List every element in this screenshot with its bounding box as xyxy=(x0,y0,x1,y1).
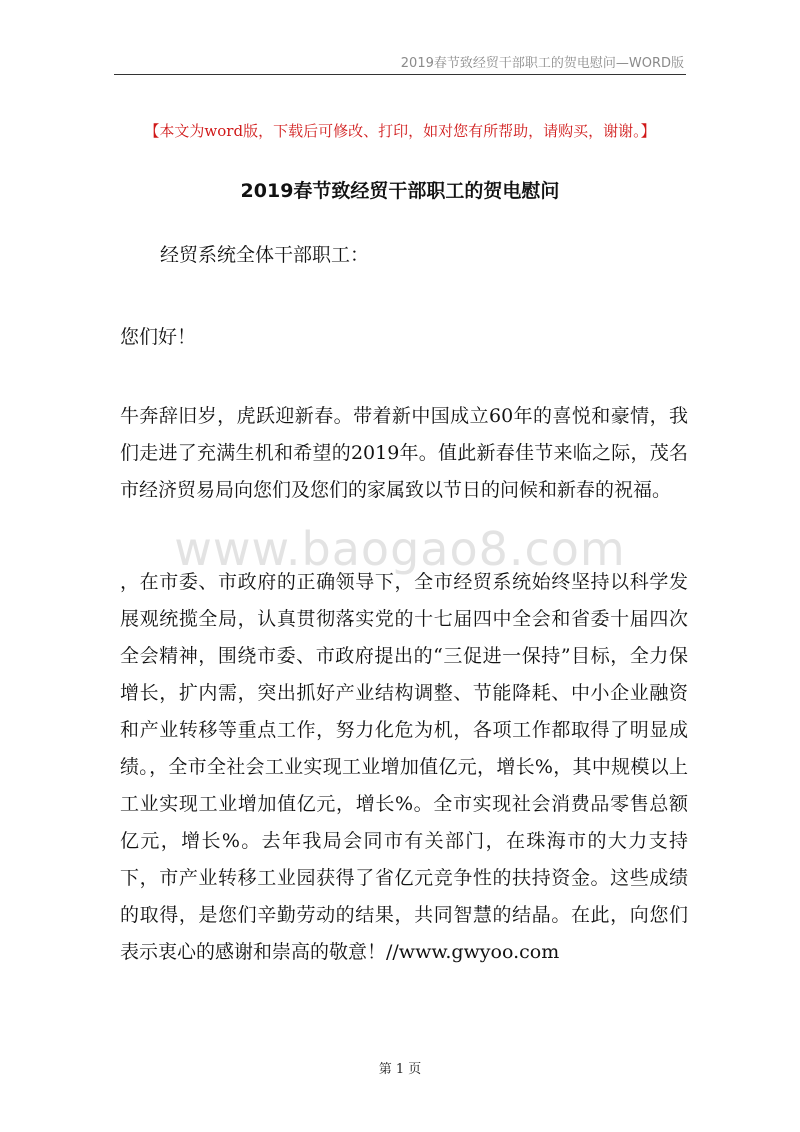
body-paragraph: 牛奔辞旧岁，虎跃迎新春。带着新中国成立60年的喜悦和豪情，我们走进了充满生机和希望的2019年。值此新春佳节来临之际，茂名市经济贸易局向您们及您们的家属致以节日的问候和新春的祝福。 xyxy=(120,405,688,501)
page-number: 第 1 页 xyxy=(378,1062,422,1077)
salutation: 经贸系统全体干部职工： xyxy=(160,244,370,266)
page-header-title: 2019春节致经贸干部职工的贺电慰问—WORD版 xyxy=(400,56,684,71)
document-title: 2019春节致经贸干部职工的贺电慰问 xyxy=(240,180,560,202)
body-paragraph: ，在市委、市政府的正确领导下，全市经贸系统始终坚持以科学发展观统揽全局，认真贯彻落实党的十七届四中全会和省委十届四次全会精神，围绕市委、市政府提出的“三促进一保持”目标，全力保增长，扩内需，突出抓好产业结构调整、节能降耗、中小企业融资和产业转移等重点工作，努力化危为机，各项工作都取得了明显成绩。，全市全社会工业实现工业增加值亿元，增长%，其中规模以上工业实现工业增加值亿元，增长%。全市实现社会消费品零售总额亿元，增长%。去年我局会同市有关部门，在珠海市的大力支持下，市产业转移工业园获得了省亿元竞争性的扶持资金。这些成绩的取得，是您们辛勤劳动的结果，共同智慧的结晶。在此，向您们表示衷心的感谢和崇高的敬意！//www.gwyoo.com xyxy=(120,571,688,963)
watermark: www.baogao8.com xyxy=(174,522,626,576)
purchase-notice: 【本文为word版，下载后可修改、打印，如对您有所帮助，请购买，谢谢。】 xyxy=(144,122,656,140)
header-divider xyxy=(114,74,686,75)
greeting: 您们好！ xyxy=(120,326,197,348)
